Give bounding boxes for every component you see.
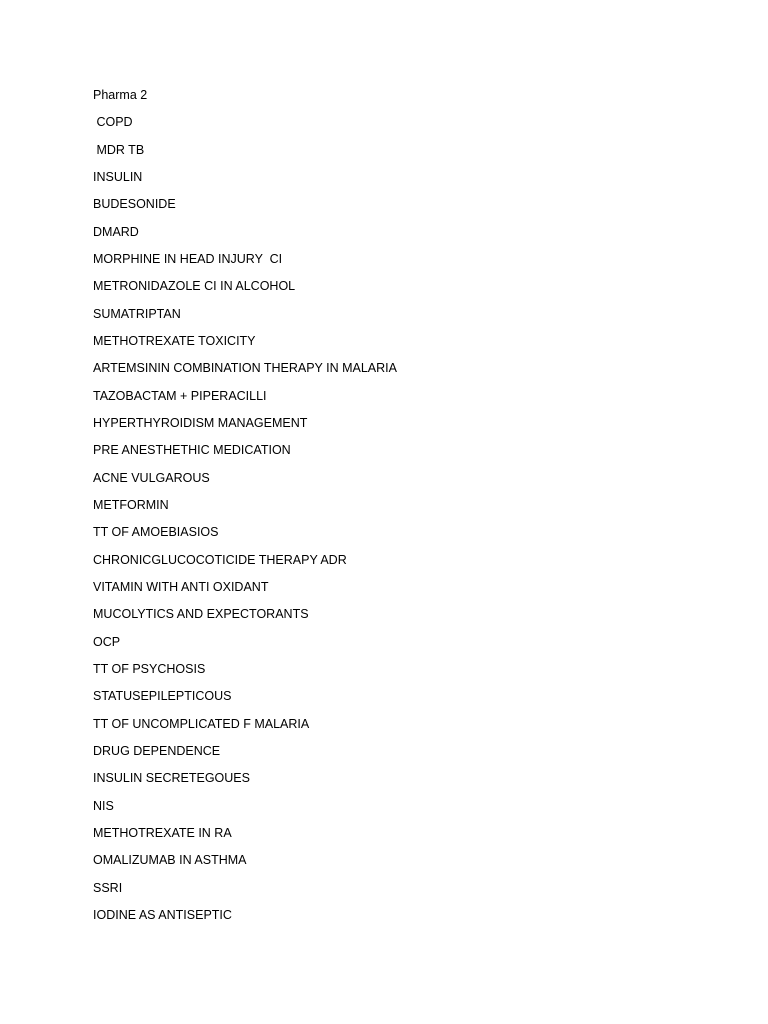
list-item: ACNE VULGAROUS: [93, 470, 210, 485]
list-item: PRE ANESTHETHIC MEDICATION: [93, 443, 291, 458]
list-item: METHOTREXATE TOXICITY: [93, 333, 256, 348]
list-item: DRUG DEPENDENCE: [93, 743, 221, 758]
document-title: Pharma 2: [93, 88, 148, 102]
list-item: MUCOLYTICS AND EXPECTORANTS: [93, 607, 309, 622]
list-item: TAZOBACTAM + PIPERACILLI: [93, 388, 267, 403]
list-item: TT OF AMOEBIASIOS: [93, 525, 219, 540]
list-item: INSULIN SECRETEGOUES: [93, 771, 250, 786]
list-item: METRONIDAZOLE CI IN ALCOHOL: [93, 279, 296, 294]
list-item: STATUSEPILEPTICOUS: [93, 689, 232, 704]
list-item: METFORMIN: [93, 497, 169, 512]
list-item: MDR TB: [93, 142, 145, 157]
list-item: NIS: [93, 798, 114, 813]
list-item: ARTEMSININ COMBINATION THERAPY IN MALARIA: [93, 361, 397, 376]
list-item: OCP: [93, 634, 121, 649]
list-item: BUDESONIDE: [93, 197, 176, 212]
list-item: METHOTREXATE IN RA: [93, 825, 232, 840]
list-item: SUMATRIPTAN: [93, 306, 181, 321]
list-item: MORPHINE IN HEAD INJURY CI: [93, 251, 283, 266]
topic-list: [93, 87, 397, 934]
list-item: HYPERTHYROIDISM MANAGEMENT: [93, 415, 308, 430]
list-item: OMALIZUMAB IN ASTHMA: [93, 853, 247, 868]
list-item: DMARD: [93, 224, 139, 239]
list-item: TT OF PSYCHOSIS: [93, 661, 206, 676]
list-item: CHRONICGLUCOCOTICIDE THERAPY ADR: [93, 552, 347, 567]
list-item: SSRI: [93, 880, 123, 895]
list-item: COPD: [93, 115, 133, 130]
list-item: IODINE AS ANTISEPTIC: [93, 907, 232, 922]
list-item: TT OF UNCOMPLICATED F MALARIA: [93, 716, 310, 731]
list-item: INSULIN: [93, 169, 143, 184]
list-item: VITAMIN WITH ANTI OXIDANT: [93, 579, 269, 594]
